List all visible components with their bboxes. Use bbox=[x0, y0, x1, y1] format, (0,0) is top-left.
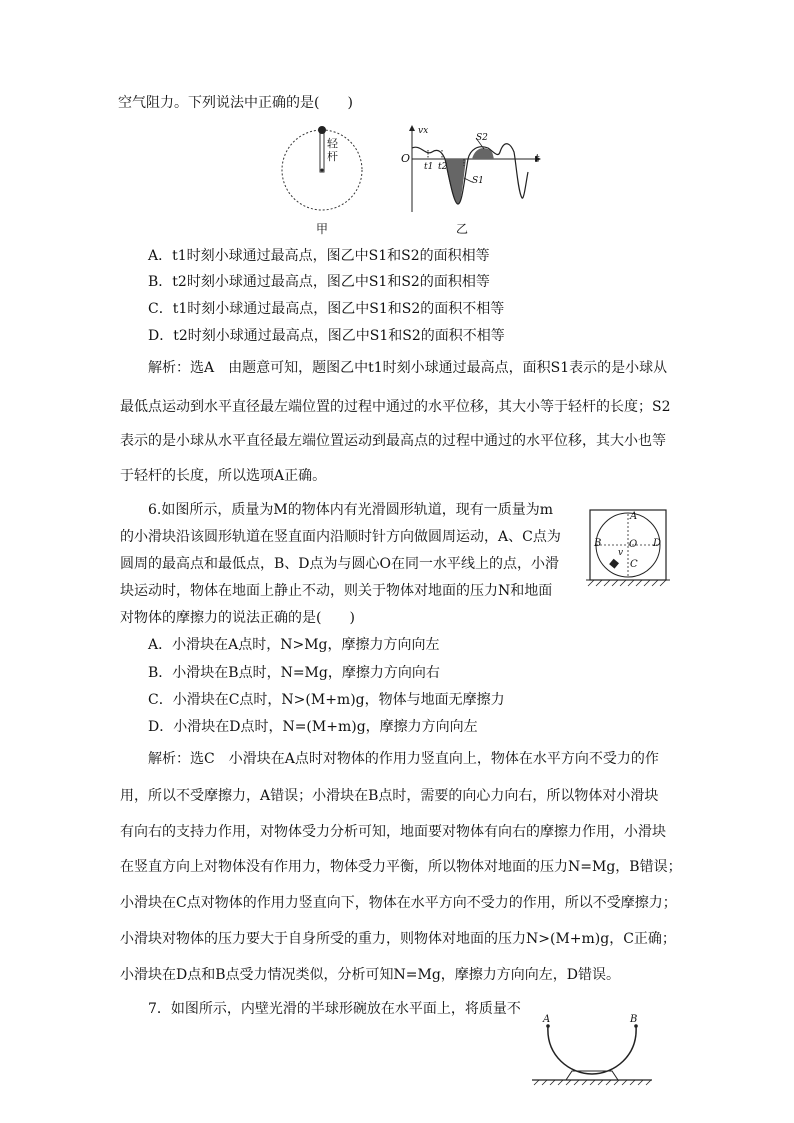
figure-yi-caption: 乙 bbox=[456, 222, 469, 236]
q6-solution-line-1: 解析：选C 小滑块在A点时对物体的作用力竖直向上，物体在水平方向不受力的作 bbox=[148, 751, 659, 767]
q5-option-b: B．t2时刻小球通过最高点，图乙中S1和S2的面积相等 bbox=[148, 274, 490, 290]
q6-option-d: D．小滑块在D点时，N=(M+m)g，摩擦力方向向左 bbox=[148, 719, 478, 735]
q6-stem-line-5: 对物体的摩擦力的说法正确的是( ) bbox=[120, 610, 355, 626]
q6-solution-line-5: 小滑块在C点对物体的作用力竖直向下，物体在水平方向不受力的作用，所以不受摩擦力； bbox=[120, 895, 677, 911]
q6-option-b: B．小滑块在B点时，N=Mg，摩擦力方向向右 bbox=[148, 665, 440, 681]
t-axis-label: t bbox=[535, 152, 540, 165]
q6-solution-line-2: 用，所以不受摩擦力，A错误；小滑块在B点时，需要的向心力向右，所以物体对小滑块 bbox=[120, 788, 659, 804]
q7-label-a: A bbox=[543, 1014, 551, 1025]
q6-option-a: A．小滑块在A点时，N>Mg，摩擦力方向向左 bbox=[148, 637, 440, 653]
q5-option-c: C．t1时刻小球通过最高点，图乙中S1和S2的面积不相等 bbox=[148, 301, 505, 317]
q6-stem-line-2: 的小滑块沿该圆形轨道在竖直面内沿顺时针方向做圆周运动，A、C点为 bbox=[120, 529, 561, 545]
q6-label-o: O bbox=[629, 539, 638, 550]
q6-stem-line-1: 6.如图所示，质量为M的物体内有光滑圆形轨道，现有一质量为m bbox=[148, 502, 553, 518]
q6-stem-line-3: 圆周的最高点和最低点，B、D点为与圆心O在同一水平线上的点，小滑 bbox=[120, 556, 559, 572]
q6-stem-line-4: 块运动时，物体在地面上静止不动，则关于物体对地面的压力N和地面 bbox=[120, 583, 553, 599]
q6-solution-line-7: 小滑块在D点和B点受力情况类似，分析可知N=Mg，摩擦力方向向左，D错误。 bbox=[120, 967, 621, 983]
q6-label-c: C bbox=[630, 559, 638, 570]
q6-solution-line-4: 在竖直方向上对物体没有作用力，物体受力平衡，所以物体对地面的压力N=Mg，B错误； bbox=[120, 859, 682, 875]
figure-jia bbox=[278, 122, 368, 234]
s2-label: S2 bbox=[476, 133, 488, 143]
q7-label-b: B bbox=[630, 1014, 638, 1025]
q5-solution-line-3: 表示的是小球从水平直径最左端位置运动到最高点的过程中通过的水平位移，其大小也等 bbox=[120, 433, 666, 449]
q6-solution-line-3: 有向右的支持力作用，对物体受力分析可知，地面要对物体有向右的摩擦力作用，小滑块 bbox=[120, 824, 666, 840]
q6-solution-line-6: 小滑块对物体的压力要大于自身所受的重力，则物体对地面的压力N>(M+m)g，C正确； bbox=[120, 931, 676, 947]
q6-label-v: v bbox=[618, 548, 624, 558]
figure-jia-caption: 甲 bbox=[316, 222, 329, 236]
q5-solution-line-4: 于轻杆的长度，所以选项A正确。 bbox=[120, 468, 327, 484]
q5-intro: 空气阻力。下列说法中正确的是( ) bbox=[118, 95, 353, 111]
q6-option-c: C．小滑块在C点时，N>(M+m)g，物体与地面无摩擦力 bbox=[148, 692, 505, 708]
figure-q7 bbox=[530, 1016, 654, 1086]
q5-option-a: A．t1时刻小球通过最高点，图乙中S1和S2的面积相等 bbox=[148, 248, 490, 264]
q5-option-d: D．t2时刻小球通过最高点，图乙中S1和S2的面积不相等 bbox=[148, 328, 505, 344]
q6-label-a: A bbox=[630, 511, 638, 522]
q6-label-d: D bbox=[653, 538, 662, 549]
t1-label: t1 bbox=[424, 162, 434, 172]
q5-solution-line-1: 解析：选A 由题意可知，题图乙中t1时刻小球通过最高点，面积S1表示的是小球从 bbox=[148, 360, 668, 376]
origin-label: O bbox=[401, 152, 411, 165]
q5-solution-line-2: 最低点运动到水平直径最左端位置的过程中通过的水平位移，其大小等于轻杆的长度；S2 bbox=[120, 399, 671, 415]
q7-stem: 7．如图所示，内壁光滑的半球形碗放在水平面上，将质量不 bbox=[148, 1001, 521, 1017]
y-axis-label: vx bbox=[418, 126, 429, 136]
s1-label: S1 bbox=[472, 176, 484, 186]
figure-yi bbox=[398, 122, 548, 217]
t2-label: t2 bbox=[438, 162, 448, 172]
q6-label-b: B bbox=[594, 538, 602, 549]
rod-label: 轻杆 bbox=[327, 137, 338, 163]
